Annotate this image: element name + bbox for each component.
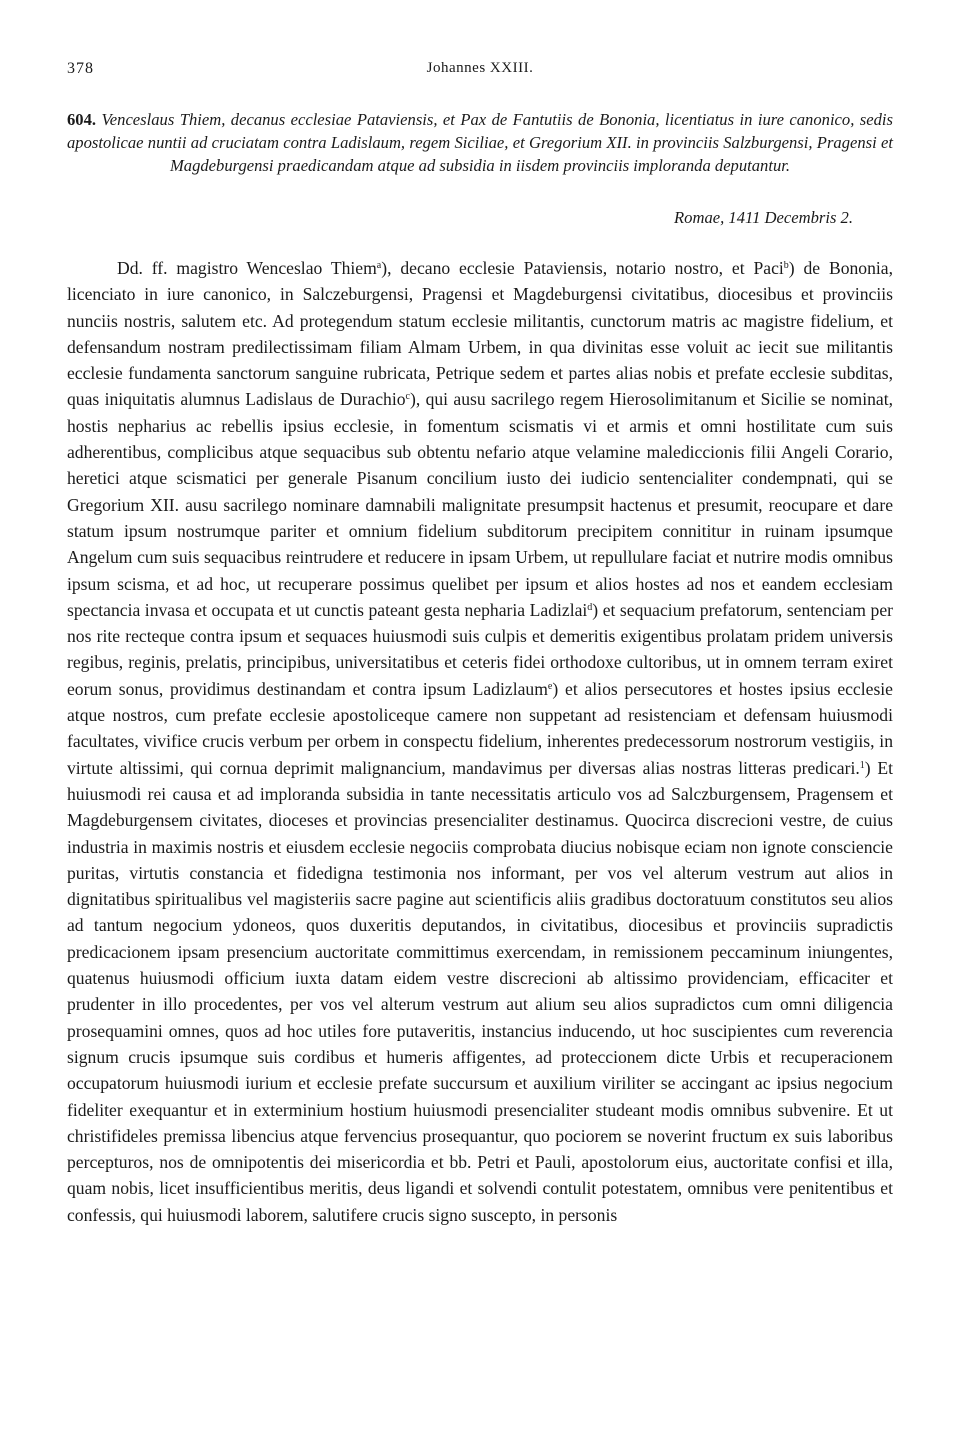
document-summary xyxy=(67,108,893,177)
document-number: 604. xyxy=(67,110,97,129)
footnote-marker: d xyxy=(587,601,593,613)
footnote-marker: b xyxy=(783,260,789,271)
body-segment: ), decano ecclesie Pataviensis, notario nostro, et Paci xyxy=(381,258,784,278)
running-head xyxy=(67,60,893,84)
running-title: Johannes XXIII. xyxy=(426,60,534,76)
letter-paragraph xyxy=(67,255,893,1228)
dateline: Romae, 1411 Decembris 2. xyxy=(674,208,853,227)
footnote-marker: e xyxy=(547,680,553,692)
summary-text: Venceslaus Thiem, decanus ecclesiae Pataviensis, et Pax de Fantutiis de Bononia, licentiatus in iure canonico, sedis apostolicae nuntii ad cruciatam contra Ladislaum, regem Siciliae, et Gregorium XII. in provinciis Salzburgensi, Pragensi et Magdeburgensi praedicandam atque ad subsidia in iisdem provinciis imploranda deputantur. xyxy=(67,110,893,175)
page-number: 378 xyxy=(67,60,94,77)
footnote-marker: a xyxy=(376,260,382,271)
letter-body xyxy=(67,255,893,1228)
footnote-marker: 1 xyxy=(859,759,865,771)
body-segment: Dd. ff. magistro Wenceslao Thiem xyxy=(117,258,377,278)
body-segment: ), qui ausu sacrilego regem Hierosolimitanum et Sicilie se nominat, hostis nepharius ac rebellis ipsius ecclesie, in fomentum scismatis vi et armis et omni hostilitate cum suis adherentibus, complicibus atque sequacibus sub obtentu nefario atque velamine malediccionis filii Angeli Corario, heretici atque scismatici per generale Pisanum concilium iusto dei iudicio sentencialiter condempnati, qui se Gregorium XII. ausu sacrilego nominare damnabili malignitate presumpsit hactenus et presumit, reocupare et dare statum ipsum nostrumque pariter et omnium fidelium subditorum precipitem connititur in ruinam ipsumque Angelum cum suis sequacibus reintrudere et reducere in ipsam Urbem, ut repullulare faciat et nutrire modis omnibus ipsum scisma, et ad hoc, ut recuperare possimus quelibet per ipsum et alios hostes ad nos et eandem ecclesiam spectancia invasa et occupata et ut cunctis pateant gesta nepharia Ladizlai xyxy=(67,389,893,620)
body-segment: ) et alios persecutores et hostes ipsius ecclesie atque nostros, cum prefate ecclesie apostoliceque camere non suppetant ad resistenciam et defensam huiusmodi facultates, vivifice crucis verbum per orbem in conspectu fidelium, inherentes predecessorum nostrorum vestigiis, in virtute altissimi, qui cornua deprimit malignancium, mandavimus per diversas alias nostras litteras predicari. xyxy=(67,678,893,778)
body-segment: ) et sequacium prefatorum, sentenciam per nos rite recteque contra ipsum et sequaces huiusmodi suis culpis et demeritis exigentibus prolatam pridem universis regibus, reginis, prelatis, principibus, universitatibus et ceteris fidei orthodoxe cultoribus, ut in omnem terram exiret eorum sonus, providimus destinandam et contra ipsum Ladizlaum xyxy=(67,599,893,699)
body-segment: ) Et huiusmodi rei causa et ad imploranda subsidia in tante necessitatis articulo vos ad Salczburgensem, Pragensem et Magdeburgensem civitates, dioceses et provincias presencialiter destinamus. Quocirca discrecioni vestre, de cuius industria in maximis nostris et eiusdem ecclesie negociis comprobata diucius nobisque eciam non ignote consciencie puritas, virtutis constancia et fidedigna testimonia nos informant, per vos vel alterum vestrum aut alios in dignitatibus spiritualibus vel magisteriis sacre pagine aut scientificis aliis gradibus doctoratuum constitutos seu alios ad tantum negocium ydoneos, quos duxeritis deputandos, in civitatibus, diocesibus et provinciis supradictis predicacionem ipsam presencium auctoritate committimus exercendam, in remissionem peccaminum iniungentes, quatenus huiusmodi officium iuxta datam eidem vestre discrecioni ab altissimo providenciam, efficaciter et prudenter in illo procedentes, per vos vel alterum vestrum aut alium seu alios supradictos cum omni diligencia prosequamini omnes, quos ad hoc utiles fore putaveritis, instancius inducendo, ut hoc suscipientes cum reverencia signum crucis ipsumque suis cordibus et humeris affigentes, ad proteccionem dicte Urbis et recuperacionem occupatorum huiusmodi iurium et ecclesie prefate succursum et auxilium viriliter se accingant ac ipsius negocium fideliter exequantur et in exterminium hostium huiusmodi presencialiter studeant modis omnibus subvenire. Et ut christifideles premissa libencius atque fervencius prosequantur, quo pociorem se noverint fructum ex suis laboribus percepturos, nos de omnipotentis dei misericordia et bb. Petri et Pauli, apostolorum eius, auctoritate confisi et illa, quam nobis, licet insufficientibus meritis, deus ligandi et solvendi contulit potestatem, omnibus vere penitentibus et confessis, qui huiusmodi laborem, salutifere crucis signo suscepto, in personis xyxy=(67,757,893,1225)
footnote-marker: c xyxy=(405,391,410,403)
body-segment: ) de Bononia, licenciato in iure canonico, in Salczeburgensi, Pragensi et Magdeburgensi civitatibus, diocesibus et provinciis nunciis nostris, salutem etc. Ad protegendum statum ecclesie militantis, cunctorum matris ac magistre fidelium, et defensandum nostram predilectissimam filiam Almam Urbem, in qua divinitas esse voluit ac iecit sue militantis ecclesie fundamenta sanctorum sanguine rubricata, Petrique sedem et partes alias nobis et prefate ecclesie subditas, quas iniquitatis alumnus Ladislaus de Durachio xyxy=(67,258,893,410)
